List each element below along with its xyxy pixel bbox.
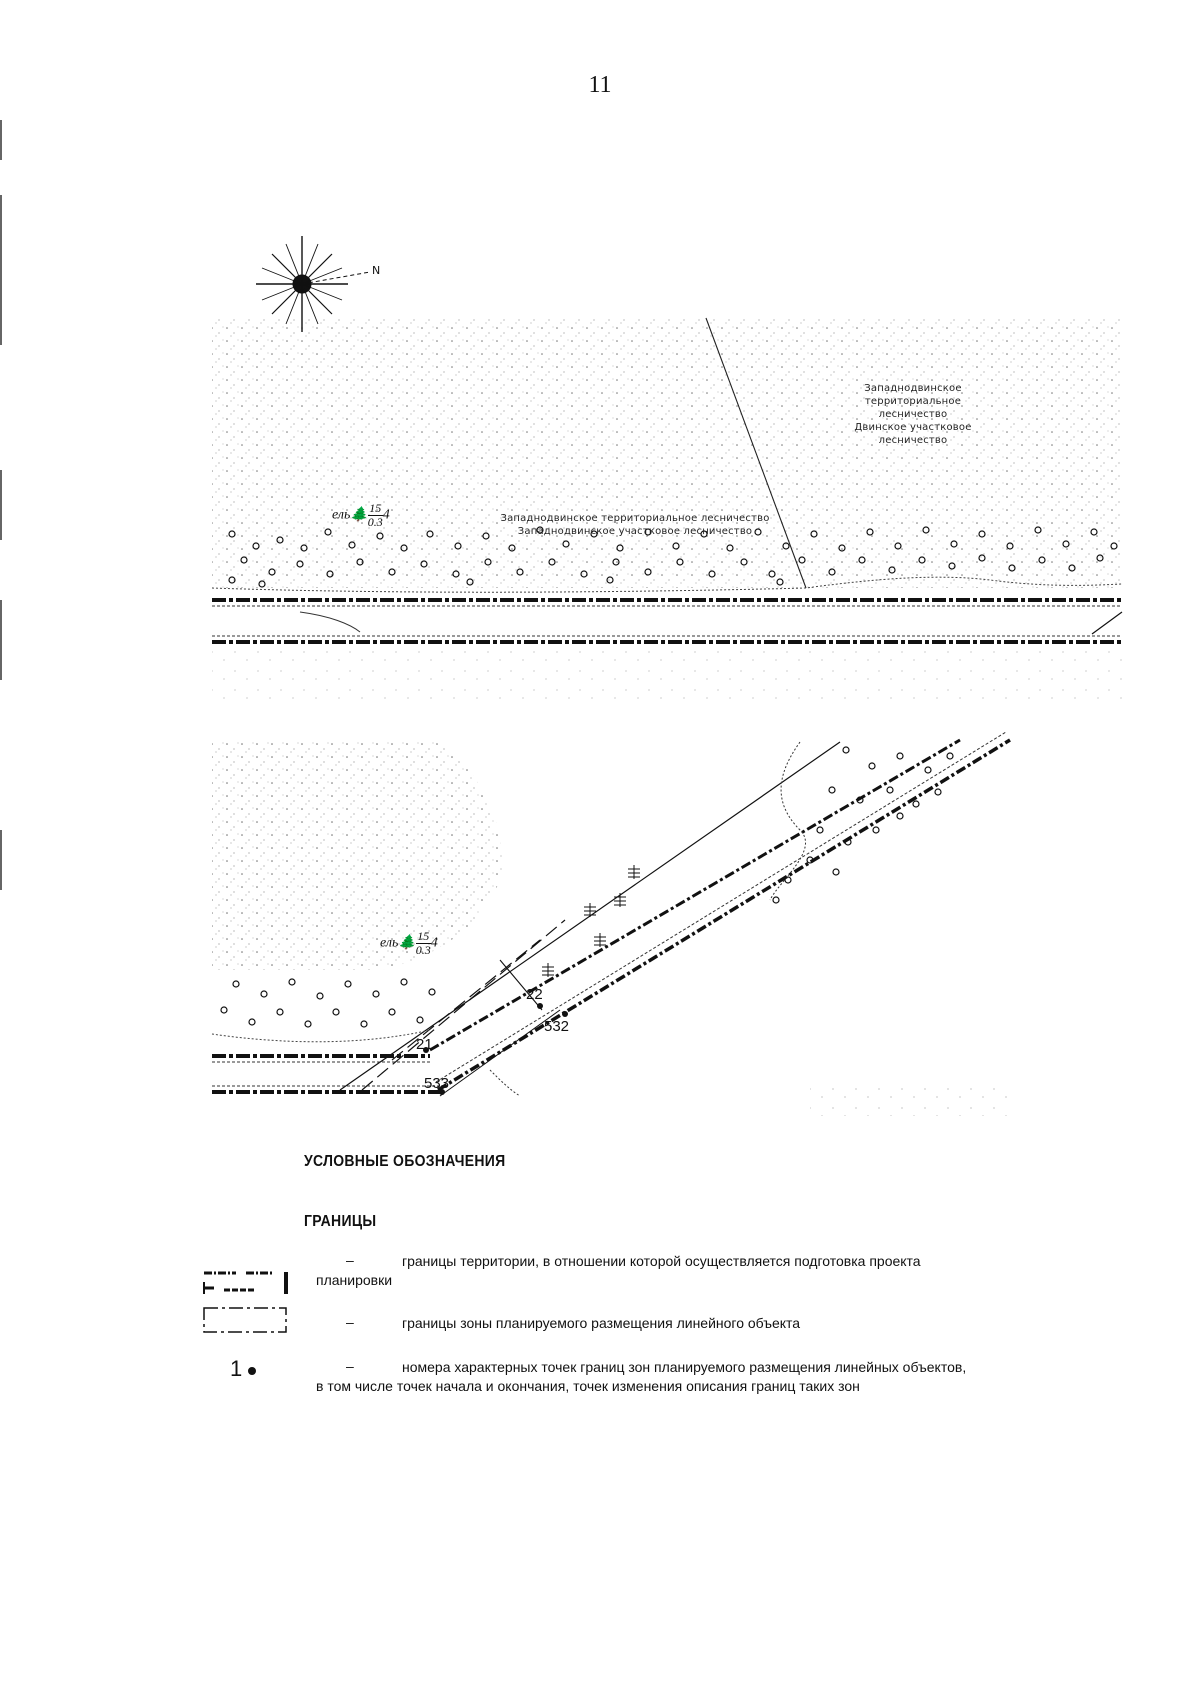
point-number-532: 532 [544, 1018, 570, 1035]
legend-item-3-line-1: номера характерных точек границ зон планируемого размещения линейных объектов, [402, 1359, 967, 1375]
page-number: 11 [588, 72, 612, 98]
legend-item-1-line-1: границы территории, в отношении которой осуществляется подготовка проекта [402, 1253, 921, 1269]
spruce-icon: 🌲 [350, 507, 368, 523]
forestry-label-line-2: Западнодвинское участковое лесничество [517, 526, 753, 537]
legend-item-point-numbers [316, 1358, 1016, 1396]
top-map [212, 236, 1122, 700]
bottom-map [212, 732, 1010, 1116]
stand-den: 0.3 [367, 515, 383, 529]
stand-den-bottom: 0.3 [415, 943, 431, 957]
legend-dash-2: – [346, 1314, 354, 1330]
territory-boundary-top [212, 600, 1122, 642]
meadow-stipple-bottom-right [810, 1080, 1010, 1116]
legend-item-territory-boundary [316, 1252, 956, 1290]
meadow-stipple-top-lower [212, 650, 1122, 700]
territorial-forestry-label [848, 382, 978, 447]
forestry-label-line-1: Западнодвинское территориальное лесничество [500, 513, 770, 524]
point-number-533: 533 [424, 1075, 450, 1092]
territory-boundary-bottom [212, 1056, 440, 1092]
stand-num: 15 [369, 501, 382, 515]
legend-item-zone-boundary [402, 1314, 962, 1333]
stand-suffix: 4 [382, 507, 390, 523]
stand-suffix-bottom: 4 [430, 935, 438, 951]
legend-dash-3: – [346, 1358, 354, 1374]
territorial-label-line-2: территориальное [864, 396, 962, 407]
forest-edge-bottom [212, 1030, 430, 1042]
point-number-22: 22 [526, 986, 543, 1003]
forestry-label [490, 512, 780, 538]
legend-title: УСЛОВНЫЕ ОБОЗНАЧЕНИЯ [304, 1150, 506, 1170]
legend-point-number-symbol: 1 [230, 1356, 243, 1381]
stand-species-bottom: ель [380, 935, 399, 951]
spruce-icon: 🌲 [398, 935, 416, 951]
legend-symbol-point-dot [248, 1367, 256, 1375]
stand-label-bottom [380, 930, 438, 957]
territorial-label-line-1: Западнодвинское [864, 383, 962, 394]
stand-fraction [368, 502, 383, 529]
stand-num-bottom: 15 [417, 929, 430, 943]
stand-fraction-bottom [416, 930, 431, 957]
meadow-stipple-bottom [212, 740, 502, 970]
legend-symbol-zone-boundary [204, 1308, 286, 1332]
legend-symbol-territory-boundary [204, 1272, 286, 1294]
point-number-21: 21 [416, 1036, 433, 1053]
compass-rose-icon [256, 236, 380, 332]
conifer-symbols [542, 865, 640, 977]
legend-item-2-line-1: границы зоны планируемого размещения линейного объекта [402, 1315, 801, 1331]
legend-item-3-line-2: в том числе точек начала и окончания, точек изменения описания границ таких зон [316, 1378, 860, 1394]
territorial-label-line-3: лесничество [878, 409, 948, 420]
legend-dash-1: – [346, 1252, 354, 1268]
svg-text:N: N [372, 264, 381, 277]
legend-item-1-line-2: планировки [316, 1272, 393, 1288]
territorial-label-line-5: лесничество [878, 435, 948, 446]
territorial-label-line-4: Двинское участковое [854, 422, 972, 433]
stand-label-top [332, 502, 390, 529]
stand-species: ель [332, 507, 351, 523]
meadow-stipple-top [212, 318, 1122, 588]
legend-subtitle: ГРАНИЦЫ [304, 1210, 377, 1230]
